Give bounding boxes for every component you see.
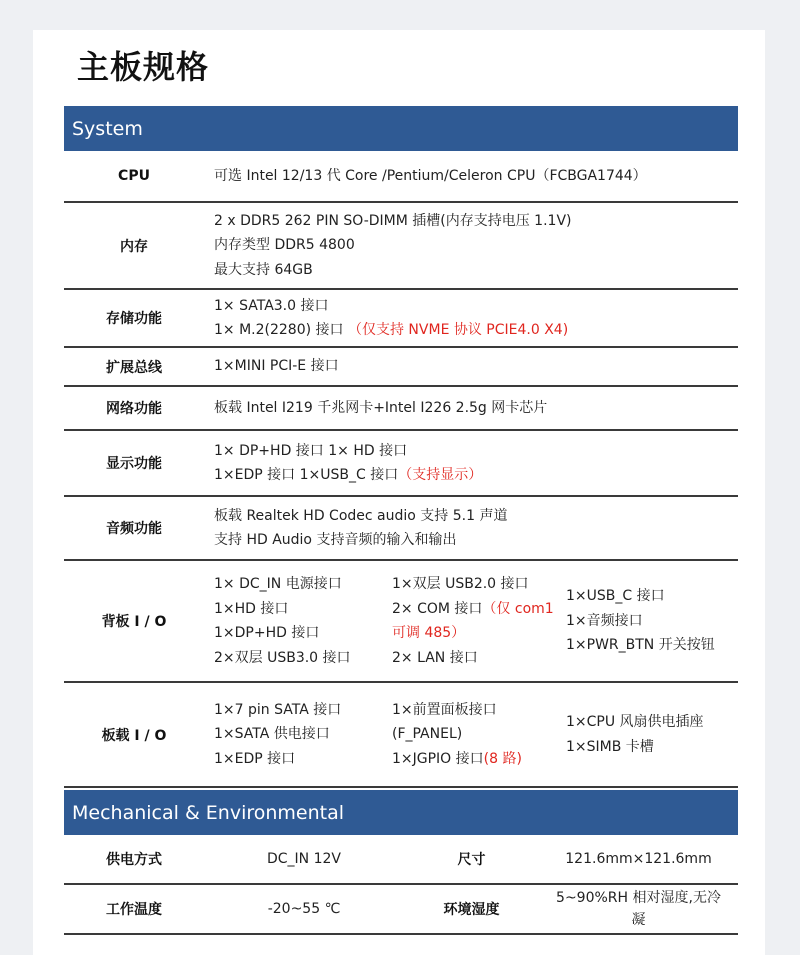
spec-value: 1×SIMB 卡槽 — [566, 738, 654, 755]
spec-value: 1×双层 USB2.0 接口 — [392, 576, 529, 592]
spec-row-temp-humidity — [64, 885, 738, 935]
spec-row-expansion — [64, 348, 738, 387]
spec-value: 121.6mm×121.6mm — [565, 851, 712, 867]
spec-value: 1×HD 接口 — [214, 600, 289, 617]
spec-note: 可调 485） — [392, 625, 466, 641]
spec-page — [33, 30, 765, 955]
spec-value: 2× COM 接口 — [392, 600, 483, 617]
spec-note: (8 路) — [483, 750, 522, 767]
spec-label: 存储功能 — [106, 311, 162, 327]
spec-value: 2 x DDR5 262 PIN SO-DIMM 插槽(内存支持电压 1.1V) — [214, 212, 572, 229]
spec-value: 凝 — [631, 912, 646, 928]
spec-row-rear-io — [64, 561, 738, 683]
spec-value: 1×前置面板接口 — [392, 701, 497, 718]
spec-row-memory — [64, 203, 738, 290]
spec-value: 2× LAN 接口 — [392, 649, 478, 666]
spec-value: 1×USB_C 接口 — [566, 588, 665, 605]
spec-label: 网络功能 — [106, 401, 162, 417]
spec-note: （仅支持 NVME 协议 PCIE4.0 X4) — [347, 322, 569, 338]
spec-label: 尺寸 — [457, 852, 486, 868]
spec-row-network — [64, 387, 738, 431]
spec-value: 可选 Intel 12/13 代 Core /Pentium/Celeron CPU（FCBGA1744） — [214, 167, 647, 184]
spec-label: 音频功能 — [106, 521, 162, 537]
spec-row-display — [64, 431, 738, 497]
spec-label: 内存 — [120, 238, 148, 255]
spec-value: 1×MINI PCI-E 接口 — [214, 358, 339, 375]
spec-value: 支持 HD Audio 支持音频的输入和输出 — [214, 532, 457, 548]
spec-value: 1×EDP 接口 1×USB_C 接口 — [214, 467, 399, 483]
spec-value: 1×PWR_BTN 开关按钮 — [566, 637, 715, 654]
spec-row-onboard-io — [64, 683, 738, 788]
system-section-header: System — [64, 106, 738, 151]
spec-label: 供电方式 — [106, 852, 162, 868]
spec-label: 板载 I / O — [101, 727, 167, 744]
page-title: 主板规格 — [77, 48, 210, 86]
spec-value: 最大支持 64GB — [214, 261, 313, 278]
spec-value: 1×SATA 供电接口 — [214, 726, 330, 743]
spec-value: 1×JGPIO 接口 — [392, 750, 484, 767]
spec-row-audio — [64, 497, 738, 561]
spec-value: 1×DP+HD 接口 — [214, 625, 320, 641]
spec-value: 1× SATA3.0 接口 — [214, 297, 329, 314]
spec-value: 1× DC_IN 电源接口 — [214, 576, 342, 592]
spec-value: (F_PANEL) — [392, 726, 463, 743]
mechanical-section-header: Mechanical & Environmental — [64, 790, 738, 835]
spec-row-storage — [64, 290, 738, 348]
spec-label: 扩展总线 — [106, 359, 162, 376]
spec-label: CPU — [118, 168, 150, 184]
spec-value: 1×CPU 风扇供电插座 — [566, 714, 704, 730]
spec-value: 5~90%RH 相对湿度,无冷 — [556, 890, 721, 906]
spec-value: 1×EDP 接口 — [214, 750, 296, 767]
spec-value: 1×7 pin SATA 接口 — [214, 701, 342, 718]
spec-row-power-size — [64, 835, 738, 885]
spec-value: 板载 Intel I219 千兆网卡+Intel I226 2.5g 网卡芯片 — [214, 399, 548, 416]
spec-value: 1× DP+HD 接口 1× HD 接口 — [214, 442, 408, 459]
spec-label: 环境湿度 — [443, 902, 500, 918]
spec-value: 1×音频接口 — [566, 612, 643, 629]
spec-note: （支持显示） — [398, 467, 483, 483]
spec-label: 背板 I / O — [101, 614, 167, 630]
spec-label: 显示功能 — [106, 456, 162, 472]
spec-row-cpu — [64, 151, 738, 203]
spec-value: -20~55 ℃ — [267, 901, 341, 917]
spec-value: 2×双层 USB3.0 接口 — [214, 649, 351, 666]
spec-value: 板载 Realtek HD Codec audio 支持 5.1 声道 — [214, 507, 508, 524]
spec-value: 1× M.2(2280) 接口 — [214, 322, 348, 338]
spec-label: 工作温度 — [106, 902, 162, 918]
spec-value: DC_IN 12V — [267, 851, 341, 867]
spec-value: 内存类型 DDR5 4800 — [214, 237, 355, 254]
spec-note: （仅 com1 — [482, 600, 554, 617]
